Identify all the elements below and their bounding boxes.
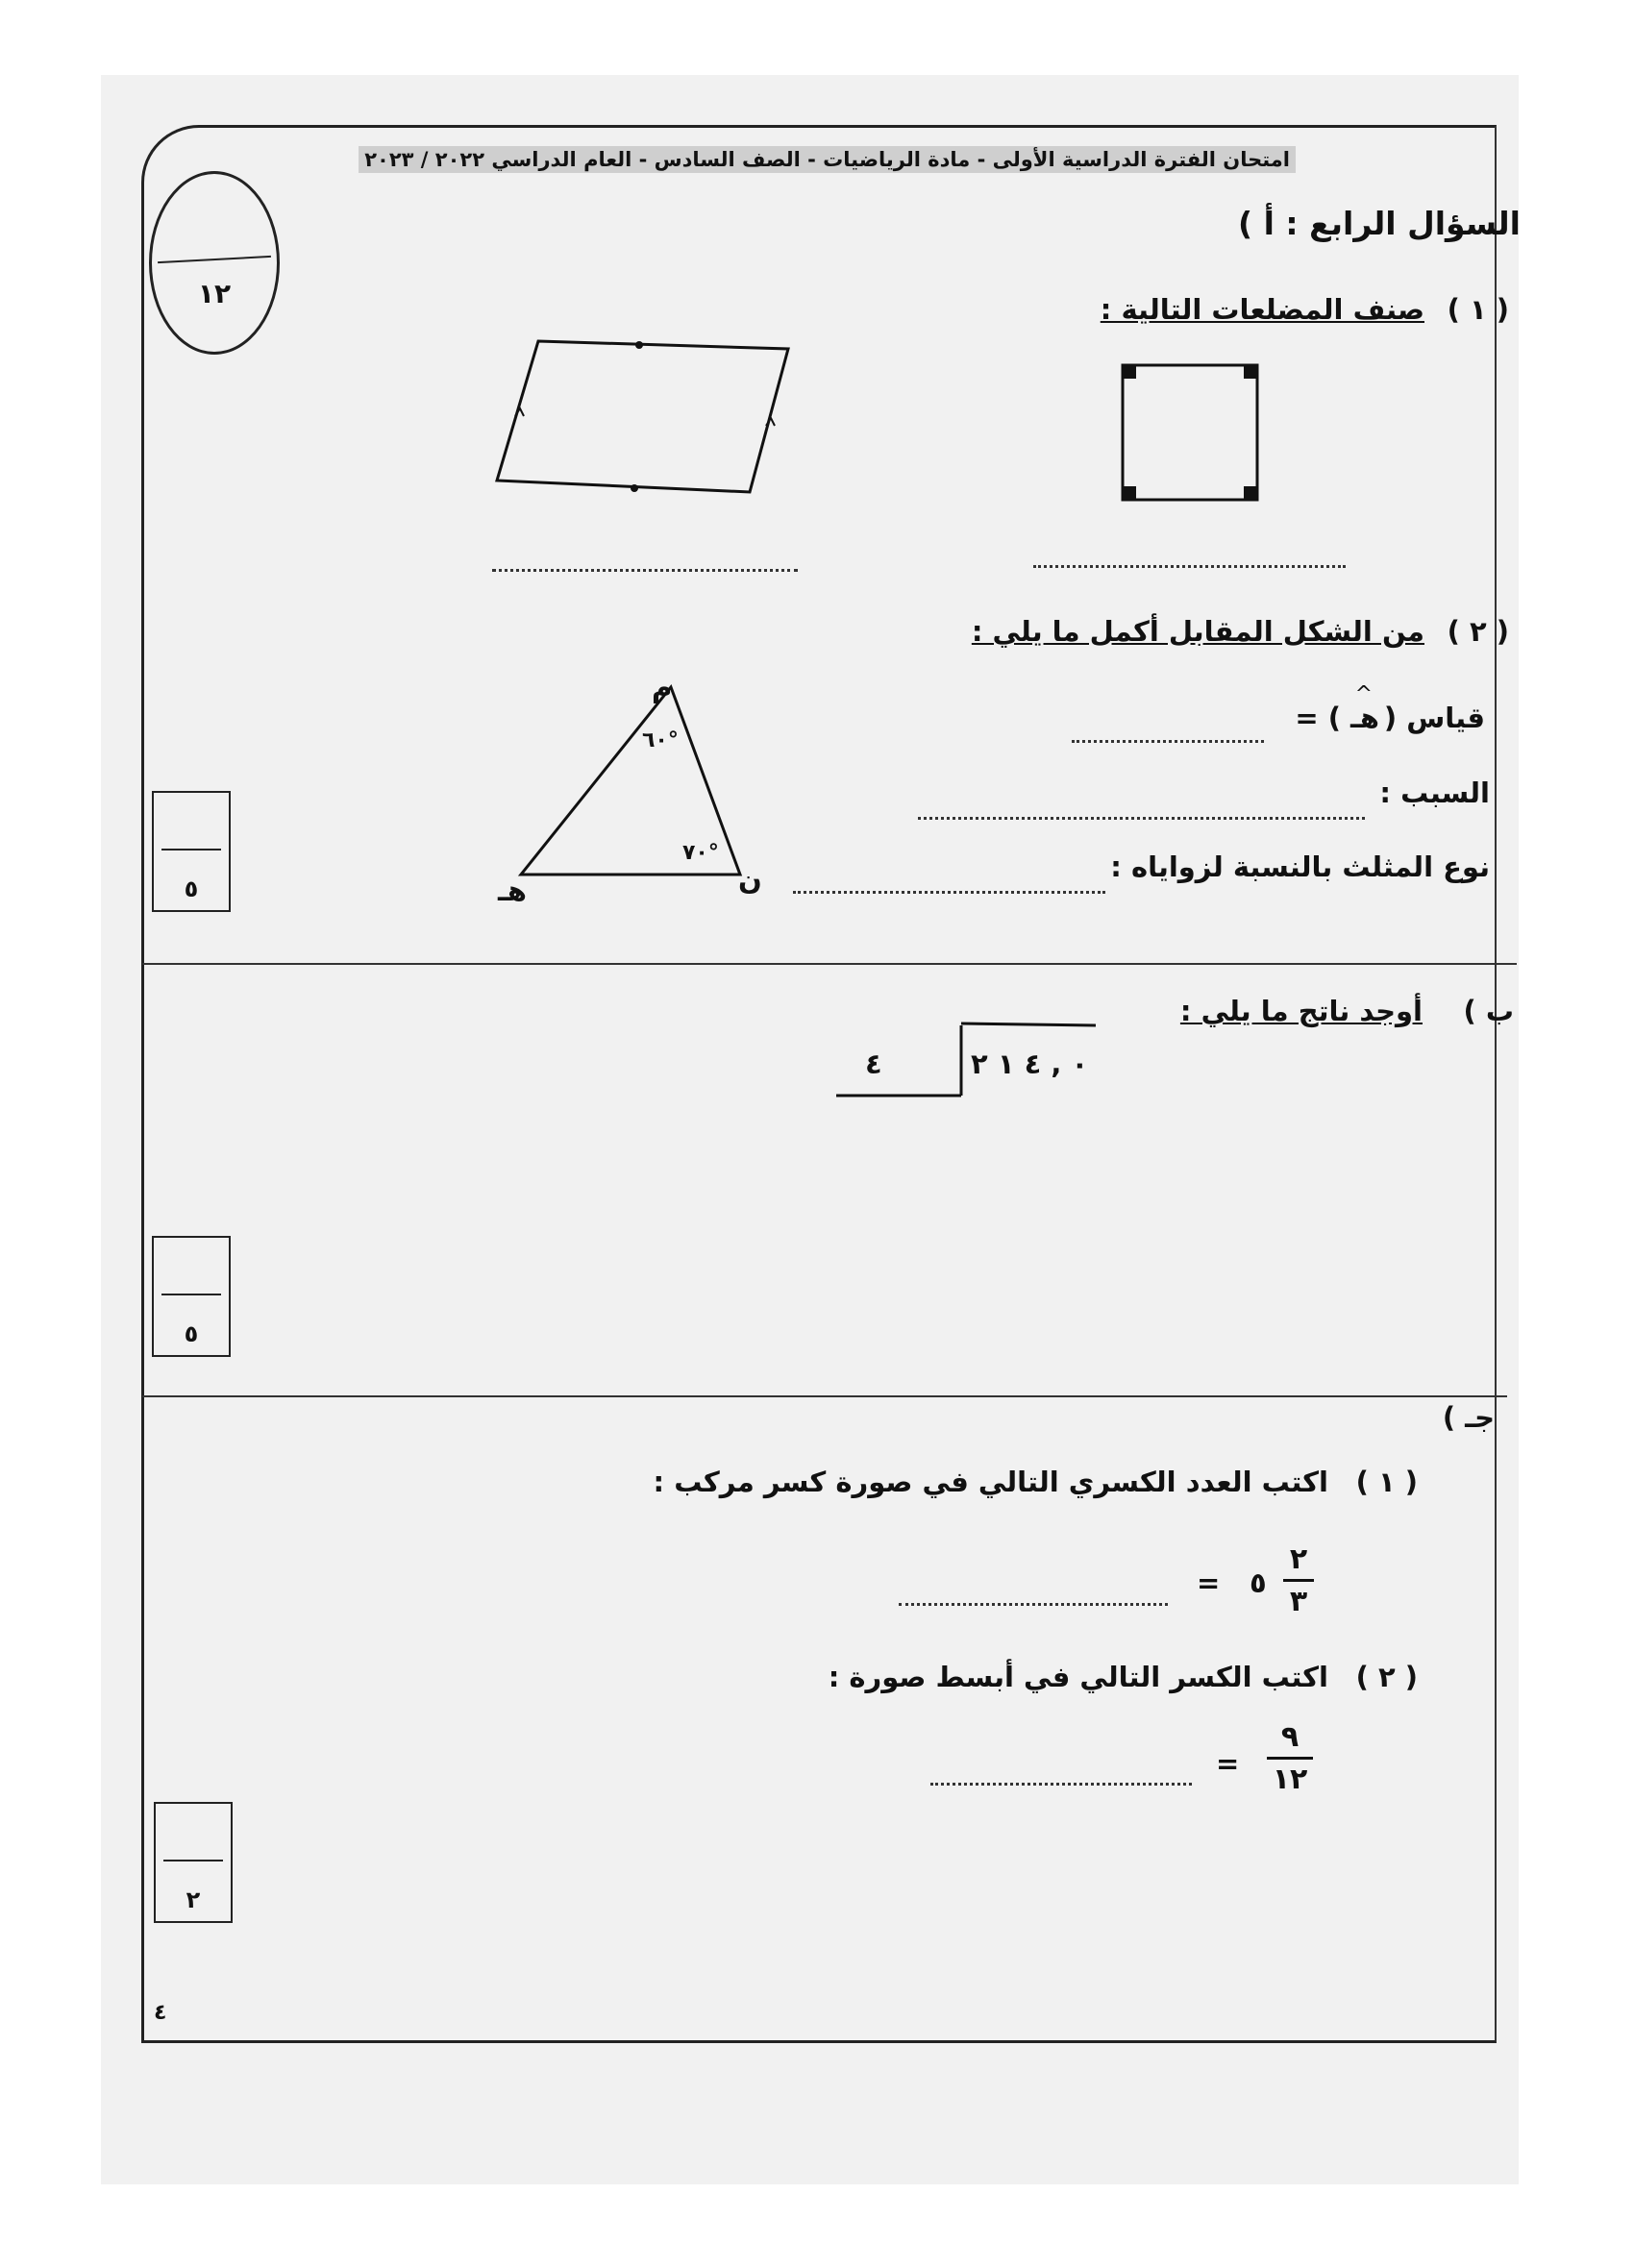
total-score-circle [149, 171, 280, 355]
a-q1-text: صنف المضلعات التالية : [1100, 293, 1424, 326]
c-q2-text: اكتب الكسر التالي في أبسط صورة : [828, 1661, 1328, 1693]
divisor: ٤ [865, 1048, 882, 1080]
exam-header: امتحان الفترة الدراسية الأولى - مادة الرياضيات - الصف السادس - العام الدراسي ٢٠٢٢ / ٢٠٢٣ [359, 146, 1296, 173]
c-q1-number: ( ١ ) [1355, 1466, 1418, 1498]
b-label: ب ) [1463, 995, 1514, 1027]
angle-right-label: ٧٠° [682, 841, 719, 865]
vertex-top: م [652, 671, 673, 703]
angle-hat-icon: ^ [1354, 682, 1373, 706]
vertex-right: ن [738, 863, 762, 896]
mixed-fraction: ٢ ٣ [1283, 1542, 1314, 1618]
answer-line-mixed[interactable] [899, 1603, 1168, 1606]
square-figure [1115, 357, 1269, 511]
triangle-figure [509, 673, 759, 903]
a-q2-number: ( ٢ ) [1447, 615, 1509, 648]
answer-line-square[interactable] [1033, 565, 1346, 568]
answer-line-parallelogram[interactable] [492, 569, 798, 572]
section-divider-1 [142, 963, 1517, 965]
a-q1-number: ( ١ ) [1447, 293, 1509, 326]
dividend: ٠ , ٤ ١ ٢ [971, 1048, 1089, 1080]
type-label: نوع المثلث بالنسبة لزواياه : [1110, 850, 1490, 883]
section-divider-2 [142, 1395, 1507, 1397]
equals-2: = [1216, 1747, 1240, 1780]
page-number: ٤ [154, 2001, 167, 2025]
vertex-left: هـ [498, 875, 528, 907]
a-q2-text: من الشكل المقابل أكمل ما يلي : [971, 615, 1424, 648]
reason-label: السبب : [1379, 777, 1490, 809]
answer-line-type[interactable] [793, 891, 1105, 894]
simple-fraction: ٩ ١٢ [1267, 1720, 1313, 1796]
c-q1-text: اكتب العدد الكسري التالي في صورة كسر مركب : [653, 1466, 1328, 1498]
total-score: ١٢ [197, 278, 232, 309]
parallelogram-figure [490, 332, 798, 500]
answer-line-simplify[interactable] [930, 1783, 1192, 1786]
equals-1: = [1197, 1566, 1221, 1599]
c-q2-number: ( ٢ ) [1355, 1661, 1418, 1693]
answer-line-reason[interactable] [918, 817, 1365, 820]
question-title: السؤال الرابع : أ ) [1238, 205, 1521, 242]
score-box-c: ٢ [154, 1802, 233, 1923]
b-text: أوجد ناتج ما يلي : [1179, 995, 1423, 1027]
c-label: جـ ) [1442, 1401, 1495, 1434]
score-box-a: ٥ [152, 791, 231, 912]
measure-label: قياس ( [1383, 702, 1485, 734]
mixed-whole: ٥ [1250, 1566, 1267, 1599]
measure-angle: هـ [1349, 702, 1379, 734]
angle-top-label: ٦٠° [642, 728, 679, 752]
measure-close: ) = [1295, 702, 1341, 734]
answer-line-measure[interactable] [1072, 740, 1264, 743]
score-box-b: ٥ [152, 1236, 231, 1357]
